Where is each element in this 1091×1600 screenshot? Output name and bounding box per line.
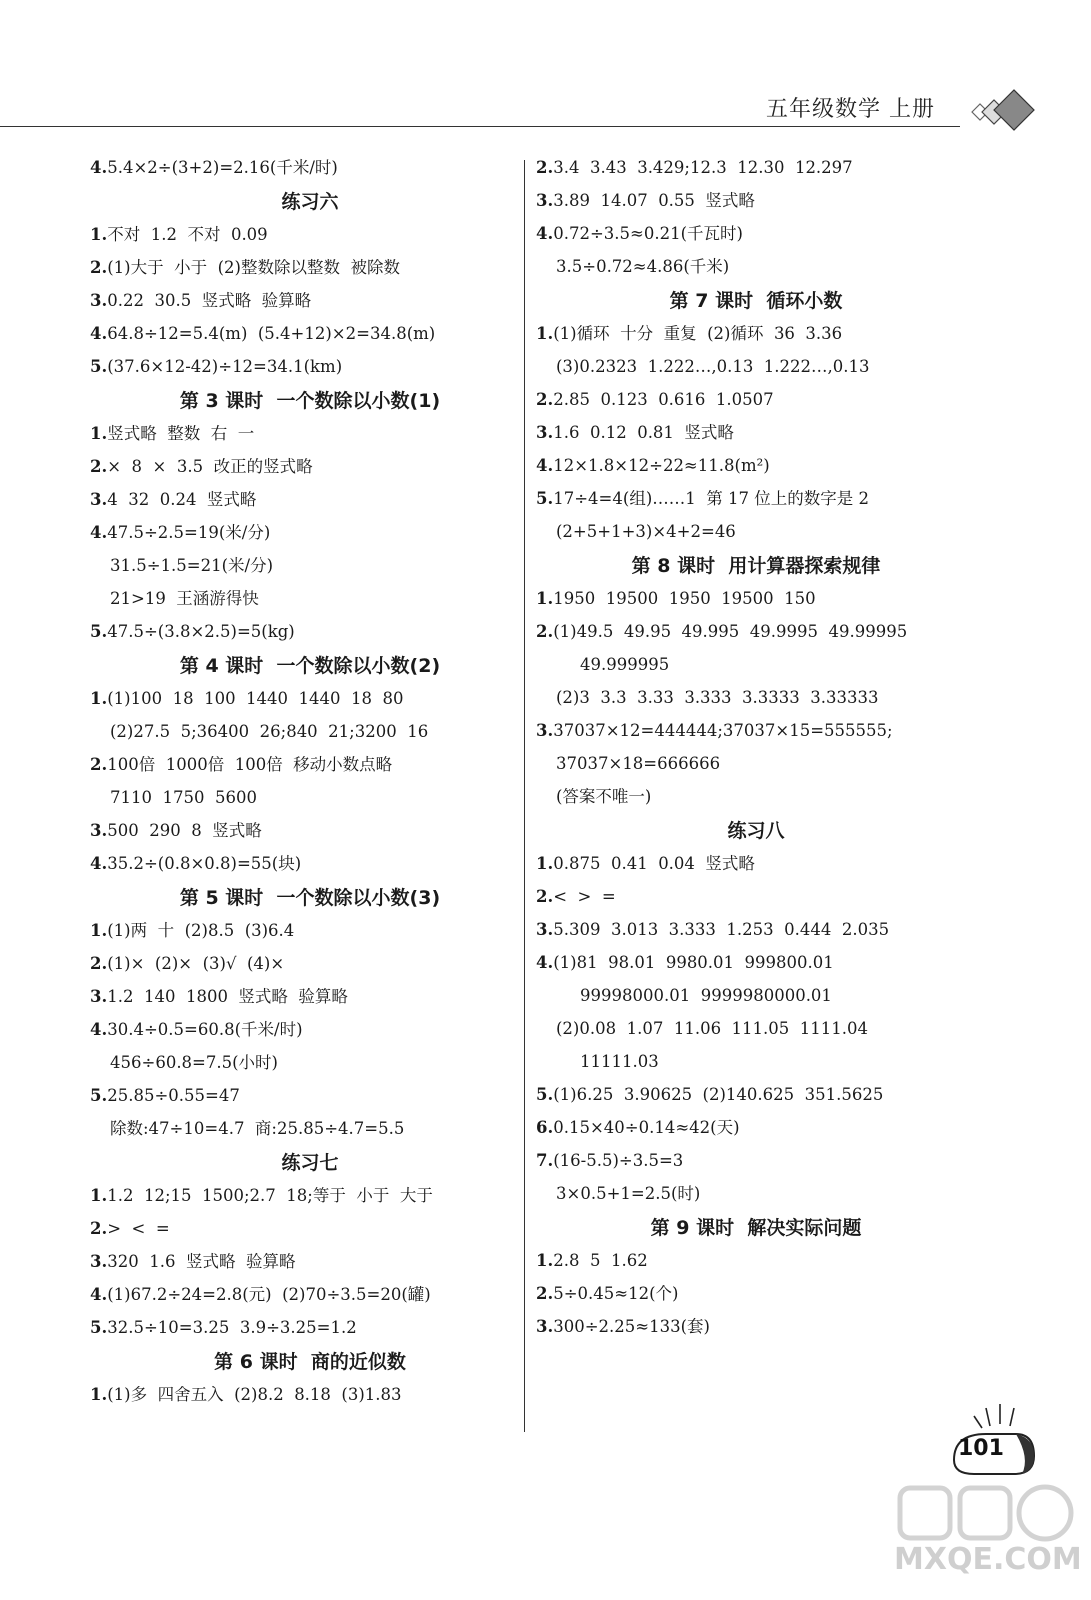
answer-text: 3.89 14.07 0.55 竖式略 [553, 191, 755, 210]
item-number: 4. [90, 324, 108, 343]
watermark-text: MXQE.COM [894, 1542, 1082, 1577]
item-number: 4. [90, 158, 108, 177]
answer-text: (1)循环 十分 重复 (2)循环 36 3.36 [553, 324, 843, 343]
answer-continuation [90, 589, 530, 609]
answer-item [90, 1252, 530, 1272]
answer-text: (1)大于 小于 (2)整数除以整数 被除数 [107, 258, 400, 277]
answer-item [90, 490, 530, 510]
answer-item [536, 1085, 976, 1105]
item-number: 2. [536, 158, 554, 177]
answer-text: 0.22 30.5 竖式略 验算略 [107, 291, 312, 310]
answer-text: × 8 × 3.5 改正的竖式略 [107, 457, 313, 476]
left-column [90, 158, 530, 1418]
answer-item [90, 258, 530, 278]
answer-text: < > = [553, 887, 616, 906]
item-number: 2. [90, 457, 108, 476]
item-number: 2. [90, 954, 108, 973]
answer-text: 100倍 1000倍 100倍 移动小数点略 [107, 755, 393, 774]
item-number: 5. [90, 622, 108, 641]
answer-text: 99998000.01 9999980000.01 [580, 986, 832, 1005]
answer-text: (答案不唯一) [556, 787, 652, 806]
item-number: 1. [90, 921, 108, 940]
answer-continuation [536, 787, 976, 807]
answer-item [90, 854, 530, 874]
item-number: 5. [90, 1086, 108, 1105]
item-number: 1. [536, 589, 554, 608]
item-number: 3. [90, 1252, 108, 1271]
page-number: 101 [958, 1436, 1004, 1461]
section-heading: 练习八 [727, 820, 785, 842]
header-rule [0, 126, 960, 127]
item-number: 1. [90, 689, 108, 708]
item-number: 4. [90, 1020, 108, 1039]
answer-text: 1.6 0.12 0.81 竖式略 [553, 423, 734, 442]
answer-text: (2)27.5 5;36400 26;840 21;3200 16 [110, 722, 429, 741]
answer-item [536, 158, 976, 178]
answer-text: 0.15×40÷0.14≈42(天) [553, 1118, 740, 1137]
answer-text: 1.2 140 1800 竖式略 验算略 [107, 987, 348, 1006]
answer-item [90, 1385, 530, 1405]
item-number: 4. [536, 456, 554, 475]
page-header [0, 0, 1091, 140]
section-heading: 第 3 课时 一个数除以小数(1) [179, 390, 441, 412]
answer-text: 35.2÷(0.8×0.8)=55(块) [107, 854, 302, 873]
answer-item [536, 622, 976, 642]
item-number: 1. [90, 1186, 108, 1205]
item-number: 2. [536, 622, 554, 641]
item-number: 7. [536, 1151, 554, 1170]
item-number: 3. [90, 821, 108, 840]
answer-text: (2)3 3.3 3.33 3.333 3.3333 3.33333 [556, 688, 879, 707]
answer-item [90, 424, 530, 444]
answer-text: 25.85÷0.55=47 [107, 1086, 240, 1105]
answer-item [536, 887, 976, 907]
answer-text: (37.6×12-42)÷12=34.1(km) [107, 357, 343, 376]
answer-item [90, 324, 530, 344]
answer-text: (1)49.5 49.95 49.995 49.9995 49.99995 [553, 622, 908, 641]
answer-text: 500 290 8 竖式略 [107, 821, 262, 840]
item-number: 3. [536, 920, 554, 939]
answer-item [536, 456, 976, 476]
answer-continuation [90, 722, 530, 742]
item-number: 3. [536, 1317, 554, 1336]
answer-item [536, 224, 976, 244]
answer-item [90, 622, 530, 642]
answer-item [536, 489, 976, 509]
book-title: 五年级数学 上册 [766, 97, 935, 122]
answer-text: (1)6.25 3.90625 (2)140.625 351.5625 [553, 1085, 884, 1104]
answer-item [536, 589, 976, 609]
answer-continuation [536, 986, 976, 1006]
item-number: 1. [90, 1385, 108, 1404]
answer-text: > < = [107, 1219, 170, 1238]
answer-item [90, 1219, 530, 1239]
section-heading: 第 6 课时 商的近似数 [214, 1351, 406, 1373]
answer-item [90, 457, 530, 477]
section-heading: 第 9 课时 解决实际问题 [650, 1217, 862, 1239]
answer-text: 5÷0.45≈12(个) [553, 1284, 679, 1303]
answer-text: 37037×18=666666 [556, 754, 721, 773]
answer-text: 5.4×2÷(3+2)=2.16(千米/时) [107, 158, 338, 177]
answer-text: (1)× (2)× (3)√ (4)× [107, 954, 285, 973]
item-number: 4. [536, 953, 554, 972]
answer-text: 2.85 0.123 0.616 1.0507 [553, 390, 774, 409]
answer-item [90, 689, 530, 709]
answer-item [90, 1285, 530, 1305]
watermark [880, 1480, 1080, 1590]
item-number: 3. [536, 423, 554, 442]
answer-text: (2+5+1+3)×4+2=46 [556, 522, 736, 541]
diamond-ornament-icon [958, 80, 1038, 140]
item-number: 4. [536, 224, 554, 243]
answer-text: (2)0.08 1.07 11.06 111.05 1111.04 [556, 1019, 869, 1038]
item-number: 3. [536, 191, 554, 210]
answer-item [90, 954, 530, 974]
answer-text: 47.5÷(3.8×2.5)=5(kg) [107, 622, 295, 641]
item-number: 5. [90, 1318, 108, 1337]
answer-item [90, 225, 530, 245]
answer-text: 49.999995 [580, 655, 670, 674]
item-number: 2. [536, 887, 554, 906]
answer-text: 7110 1750 5600 [110, 788, 257, 807]
answer-continuation [90, 788, 530, 808]
answer-item [90, 755, 530, 775]
item-number: 3. [536, 721, 554, 740]
answer-item [90, 1318, 530, 1338]
item-number: 6. [536, 1118, 554, 1137]
section-heading: 练习七 [281, 1152, 339, 1174]
answer-text: (16-5.5)÷3.5=3 [553, 1151, 684, 1170]
answer-item [90, 821, 530, 841]
answer-item [90, 1020, 530, 1040]
answer-text: 11111.03 [580, 1052, 659, 1071]
section-heading: 第 7 课时 循环小数 [669, 290, 843, 312]
answer-continuation [536, 1184, 976, 1204]
item-number: 2. [90, 1219, 108, 1238]
answer-item [536, 423, 976, 443]
answer-item [536, 1151, 976, 1171]
item-number: 1. [536, 1251, 554, 1270]
answer-item [536, 1251, 976, 1271]
answer-text: 1950 19500 1950 19500 150 [553, 589, 816, 608]
item-number: 2. [536, 390, 554, 409]
answer-text: (1)100 18 100 1440 1440 18 80 [107, 689, 404, 708]
answer-item [536, 920, 976, 940]
answer-text: 320 1.6 竖式略 验算略 [107, 1252, 296, 1271]
answer-continuation [536, 1019, 976, 1039]
item-number: 2. [536, 1284, 554, 1303]
answer-continuation [536, 257, 976, 277]
answer-text: 0.875 0.41 0.04 竖式略 [553, 854, 755, 873]
item-number: 1. [536, 324, 554, 343]
answer-text: 300÷2.25≈133(套) [553, 1317, 710, 1336]
answer-text: 竖式略 整数 右 一 [107, 424, 255, 443]
item-number: 2. [90, 755, 108, 774]
answer-text: 21>19 王涵游得快 [110, 589, 259, 608]
answer-text: 4 32 0.24 竖式略 [107, 490, 257, 509]
answer-text: 3.4 3.43 3.429;12.3 12.30 12.297 [553, 158, 853, 177]
item-number: 1. [536, 854, 554, 873]
item-number: 3. [90, 291, 108, 310]
item-number: 1. [90, 225, 108, 244]
item-number: 5. [90, 357, 108, 376]
answer-text: 64.8÷12=5.4(m) (5.4+12)×2=34.8(m) [107, 324, 436, 343]
answer-item [536, 390, 976, 410]
item-number: 3. [90, 987, 108, 1006]
answer-item [536, 953, 976, 973]
answer-item [536, 721, 976, 741]
right-column [536, 158, 976, 1350]
answer-text: 456÷60.8=7.5(小时) [110, 1053, 278, 1072]
answer-text: 0.72÷3.5≈0.21(千瓦时) [553, 224, 743, 243]
item-number: 5. [536, 489, 554, 508]
answer-text: 37037×12=444444;37037×15=555555; [553, 721, 893, 740]
section-heading: 练习六 [281, 191, 339, 213]
item-number: 1. [90, 424, 108, 443]
section-heading: 第 4 课时 一个数除以小数(2) [179, 655, 441, 677]
answer-continuation [90, 1119, 530, 1139]
answer-text: 47.5÷2.5=19(米/分) [107, 523, 271, 542]
answer-continuation [536, 357, 976, 377]
answer-text: 31.5÷1.5=21(米/分) [110, 556, 274, 575]
answer-item [536, 1284, 976, 1304]
answer-text: (1)81 98.01 9980.01 999800.01 [553, 953, 834, 972]
item-number: 4. [90, 1285, 108, 1304]
answer-item [536, 191, 976, 211]
answer-item [536, 1317, 976, 1337]
answer-text: 17÷4=4(组)……1 第 17 位上的数字是 2 [553, 489, 869, 508]
answer-text: (1)两 十 (2)8.5 (3)6.4 [107, 921, 295, 940]
section-heading: 第 5 课时 一个数除以小数(3) [179, 887, 441, 909]
answer-text: 2.8 5 1.62 [553, 1251, 648, 1270]
watermark-logo-icon [880, 1480, 1080, 1550]
answer-continuation [536, 655, 976, 675]
answer-continuation [536, 522, 976, 542]
answer-item [90, 291, 530, 311]
item-number: 5. [536, 1085, 554, 1104]
answer-item [536, 854, 976, 874]
answer-item [90, 1086, 530, 1106]
answer-text: 12×1.8×12÷22≈11.8(m²) [553, 456, 770, 475]
answer-text: 除数:47÷10=4.7 商:25.85÷4.7=5.5 [110, 1119, 405, 1138]
answer-text: 不对 1.2 不对 0.09 [107, 225, 268, 244]
answer-item [90, 523, 530, 543]
answer-item [536, 324, 976, 344]
answer-item [90, 987, 530, 1007]
answer-item [90, 921, 530, 941]
answer-continuation [536, 754, 976, 774]
answer-continuation [536, 688, 976, 708]
answer-continuation [90, 556, 530, 576]
answer-text: (1)多 四舍五入 (2)8.2 8.18 (3)1.83 [107, 1385, 402, 1404]
item-number: 3. [90, 490, 108, 509]
answer-text: 1.2 12;15 1500;2.7 18;等于 小于 大于 [107, 1186, 433, 1205]
answer-text: 5.309 3.013 3.333 1.253 0.444 2.035 [553, 920, 890, 939]
answer-item [90, 1186, 530, 1206]
item-number: 2. [90, 258, 108, 277]
answer-text: 3×0.5+1=2.5(时) [556, 1184, 701, 1203]
answer-text: (3)0.2323 1.222…,0.13 1.222…,0.13 [556, 357, 870, 376]
answer-item [536, 1118, 976, 1138]
item-number: 4. [90, 523, 108, 542]
page-number-badge [950, 1398, 1040, 1478]
answer-text: (1)67.2÷24=2.8(元) (2)70÷3.5=20(罐) [107, 1285, 431, 1304]
answer-item [90, 158, 530, 178]
answer-text: 3.5÷0.72≈4.86(千米) [556, 257, 730, 276]
answer-item [90, 357, 530, 377]
answer-continuation [90, 1053, 530, 1073]
item-number: 4. [90, 854, 108, 873]
section-heading: 第 8 课时 用计算器探索规律 [631, 555, 881, 577]
answer-text: 30.4÷0.5=60.8(千米/时) [107, 1020, 303, 1039]
answer-text: 32.5÷10=3.25 3.9÷3.25=1.2 [107, 1318, 357, 1337]
answer-continuation [536, 1052, 976, 1072]
